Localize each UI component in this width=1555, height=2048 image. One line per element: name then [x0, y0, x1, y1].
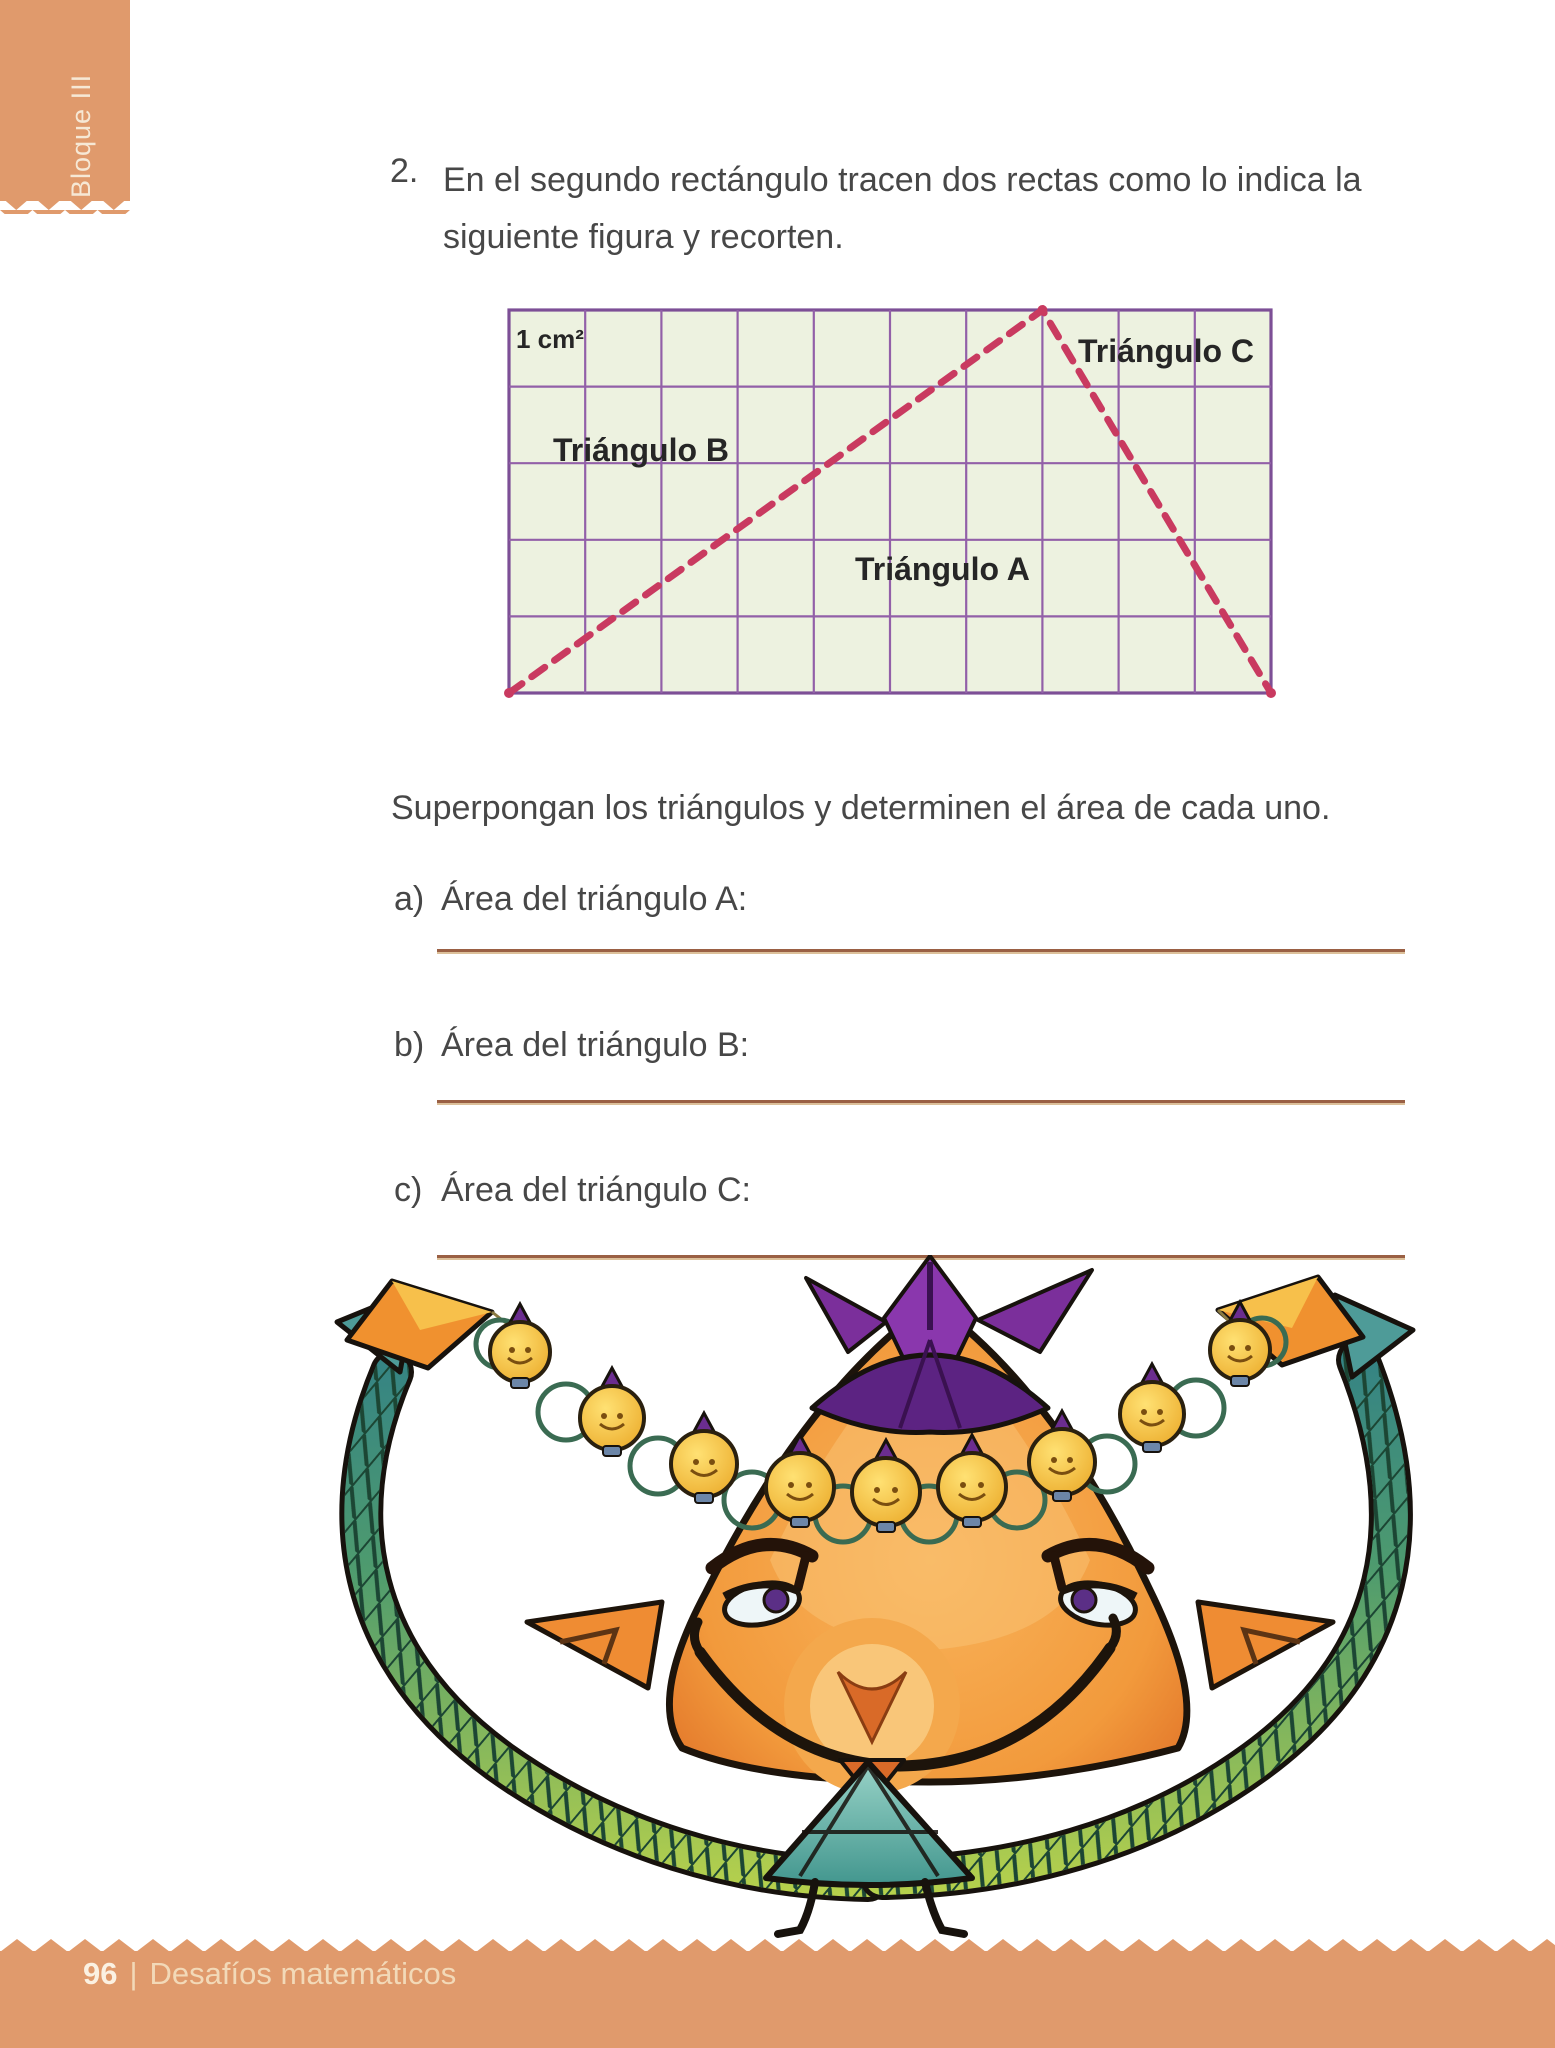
prompt-text: Superpongan los triángulos y determinen el área de cada uno.	[391, 789, 1331, 827]
answer-b-label: Área del triángulo B:	[441, 1026, 750, 1064]
answer-a-marker: a)	[394, 880, 425, 918]
answer-b-marker: b)	[394, 1026, 425, 1064]
purple-topknot	[806, 1256, 1092, 1433]
answer-a-label: Área del triángulo A:	[441, 880, 748, 918]
book-title: Desafíos matemáticos	[149, 1956, 457, 1991]
right-ear	[1198, 1602, 1333, 1688]
exercise-instruction	[443, 152, 1362, 266]
bloque-tab-shape	[0, 0, 130, 215]
page-number: 96	[83, 1956, 118, 1991]
instruction-line-2: siguiente figura y recorten.	[443, 218, 844, 256]
cell-area-label: 1 cm²	[516, 324, 584, 354]
answer-b-line	[437, 1100, 1405, 1105]
bloque-tab-label: Bloque III	[66, 73, 96, 198]
left-ear	[527, 1602, 662, 1688]
exercise-number: 2.	[390, 152, 419, 190]
footer-text	[83, 1956, 456, 1992]
triangle-a-label: Triángulo A	[855, 551, 1030, 587]
instruction-line-1: En el segundo rectángulo tracen dos rectas como lo indica la	[443, 161, 1362, 199]
answer-c-label: Área del triángulo C:	[441, 1171, 751, 1209]
answer-a-line	[437, 949, 1405, 954]
footer-separator: |	[129, 1956, 138, 1991]
triangle-c-label: Triángulo C	[1078, 333, 1254, 369]
mascot-illustration	[320, 1255, 1430, 1943]
triangle-b-label: Triángulo B	[553, 432, 729, 468]
answer-c-marker: c)	[394, 1171, 423, 1209]
